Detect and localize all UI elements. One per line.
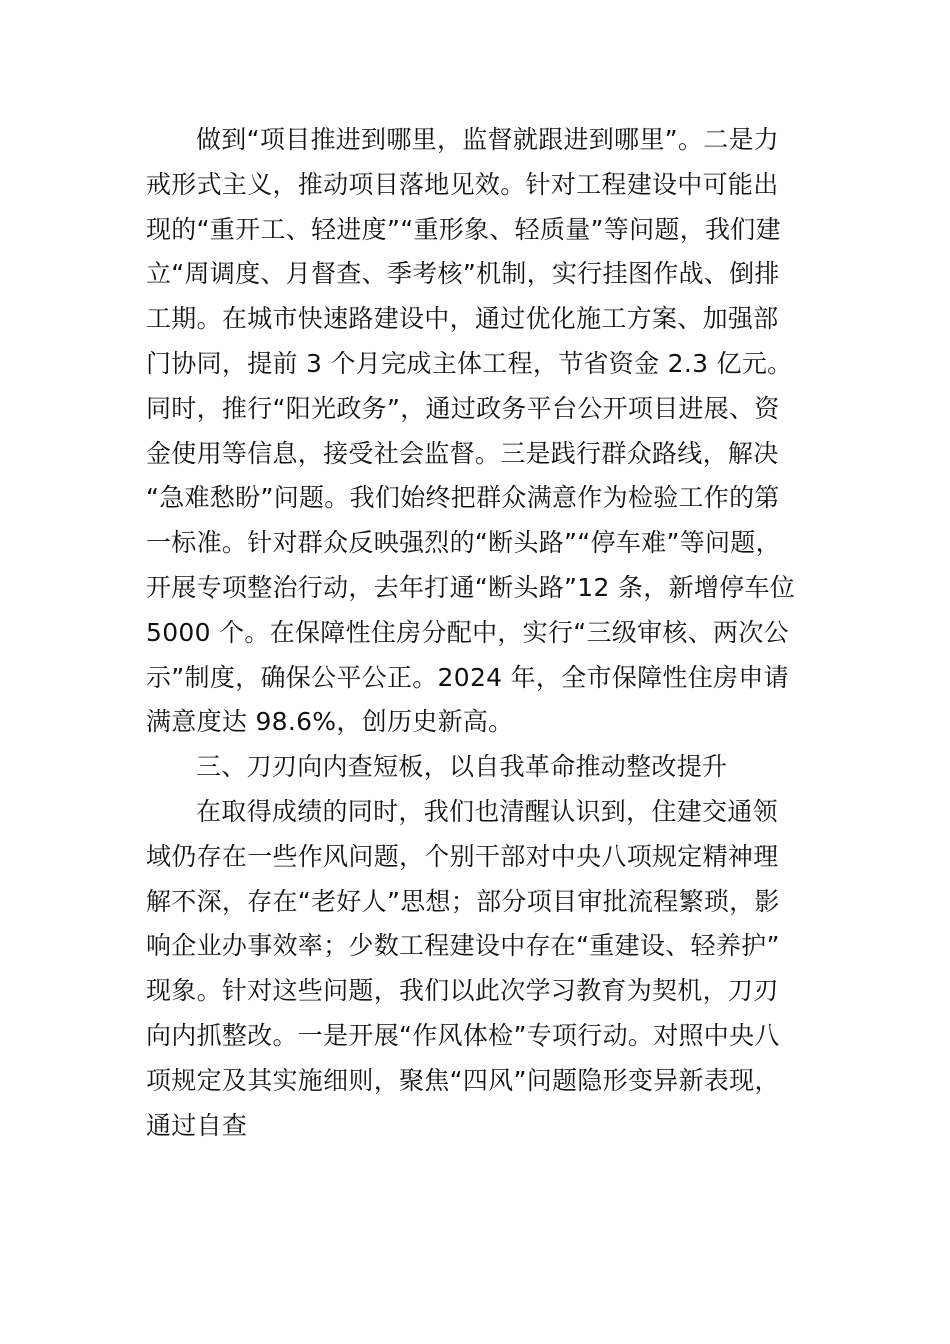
text-line: 门协同，提前 3 个月完成主体工程，节省资金 2.3 亿元。 — [146, 348, 793, 378]
text-line: 通过自查 — [146, 1110, 248, 1140]
document-body — [146, 118, 808, 1148]
text-line: 响企业办事效率；少数工程建设中存在“重建设、轻养护” — [146, 931, 780, 961]
paragraph-first-line: 在取得成绩的同时，我们也清醒认识到，住建交通领 — [196, 796, 778, 826]
text-line: 解不深，存在“老好人”思想；部分项目审批流程繁琐，影 — [146, 886, 780, 916]
text-line: 立“周调度、月督查、季考核”机制，实行挂图作战、倒排 — [146, 259, 780, 289]
text-line: 域仍存在一些作风问题，个别干部对中央八项规定精神理 — [146, 841, 779, 871]
text-line: 向内抓整改。一是开展“作风体检”专项行动。对照中央八 — [146, 1020, 780, 1050]
text-line: 金使用等信息，接受社会监督。三是践行群众路线，解决 — [146, 438, 779, 468]
text-line: 示”制度，确保公平公正。2024 年，全市保障性住房申请 — [146, 662, 789, 692]
paragraph-first-line: 三、刀刃向内查短板，以自我革命推动整改提升 — [196, 752, 728, 782]
text-line: 5000 个。在保障性住房分配中，实行“三级审核、两次公 — [146, 617, 789, 647]
text-line: “急难愁盼”问题。我们始终把群众满意作为检验工作的第 — [146, 483, 780, 513]
text-line: 工期。在城市快速路建设中，通过优化施工方案、加强部 — [146, 304, 779, 334]
text-line: 同时，推行“阳光政务”，通过政务平台公开项目进展、资 — [146, 393, 780, 423]
text-line: 满意度达 98.6%，创历史新高。 — [146, 707, 514, 737]
text-line: 现的“重开工、轻进度”“重形象、轻质量”等问题，我们建 — [146, 214, 781, 244]
text-line: 现象。针对这些问题，我们以此次学习教育为契机，刀刃 — [146, 976, 779, 1006]
text-line: 戒形式主义，推动项目落地见效。针对工程建设中可能出 — [146, 169, 779, 199]
text-line: 开展专项整治行动，去年打通“断头路”12 条，新增停车位 — [146, 572, 796, 602]
paragraph-first-line: 做到“项目推进到哪里，监督就跟进到哪里”。二是力 — [196, 125, 780, 154]
text-line: 一标准。针对群众反映强烈的“断头路”“停车难”等问题， — [146, 528, 781, 558]
text-line: 项规定及其实施细则，聚焦“四风”问题隐形变异新表现， — [146, 1065, 780, 1095]
